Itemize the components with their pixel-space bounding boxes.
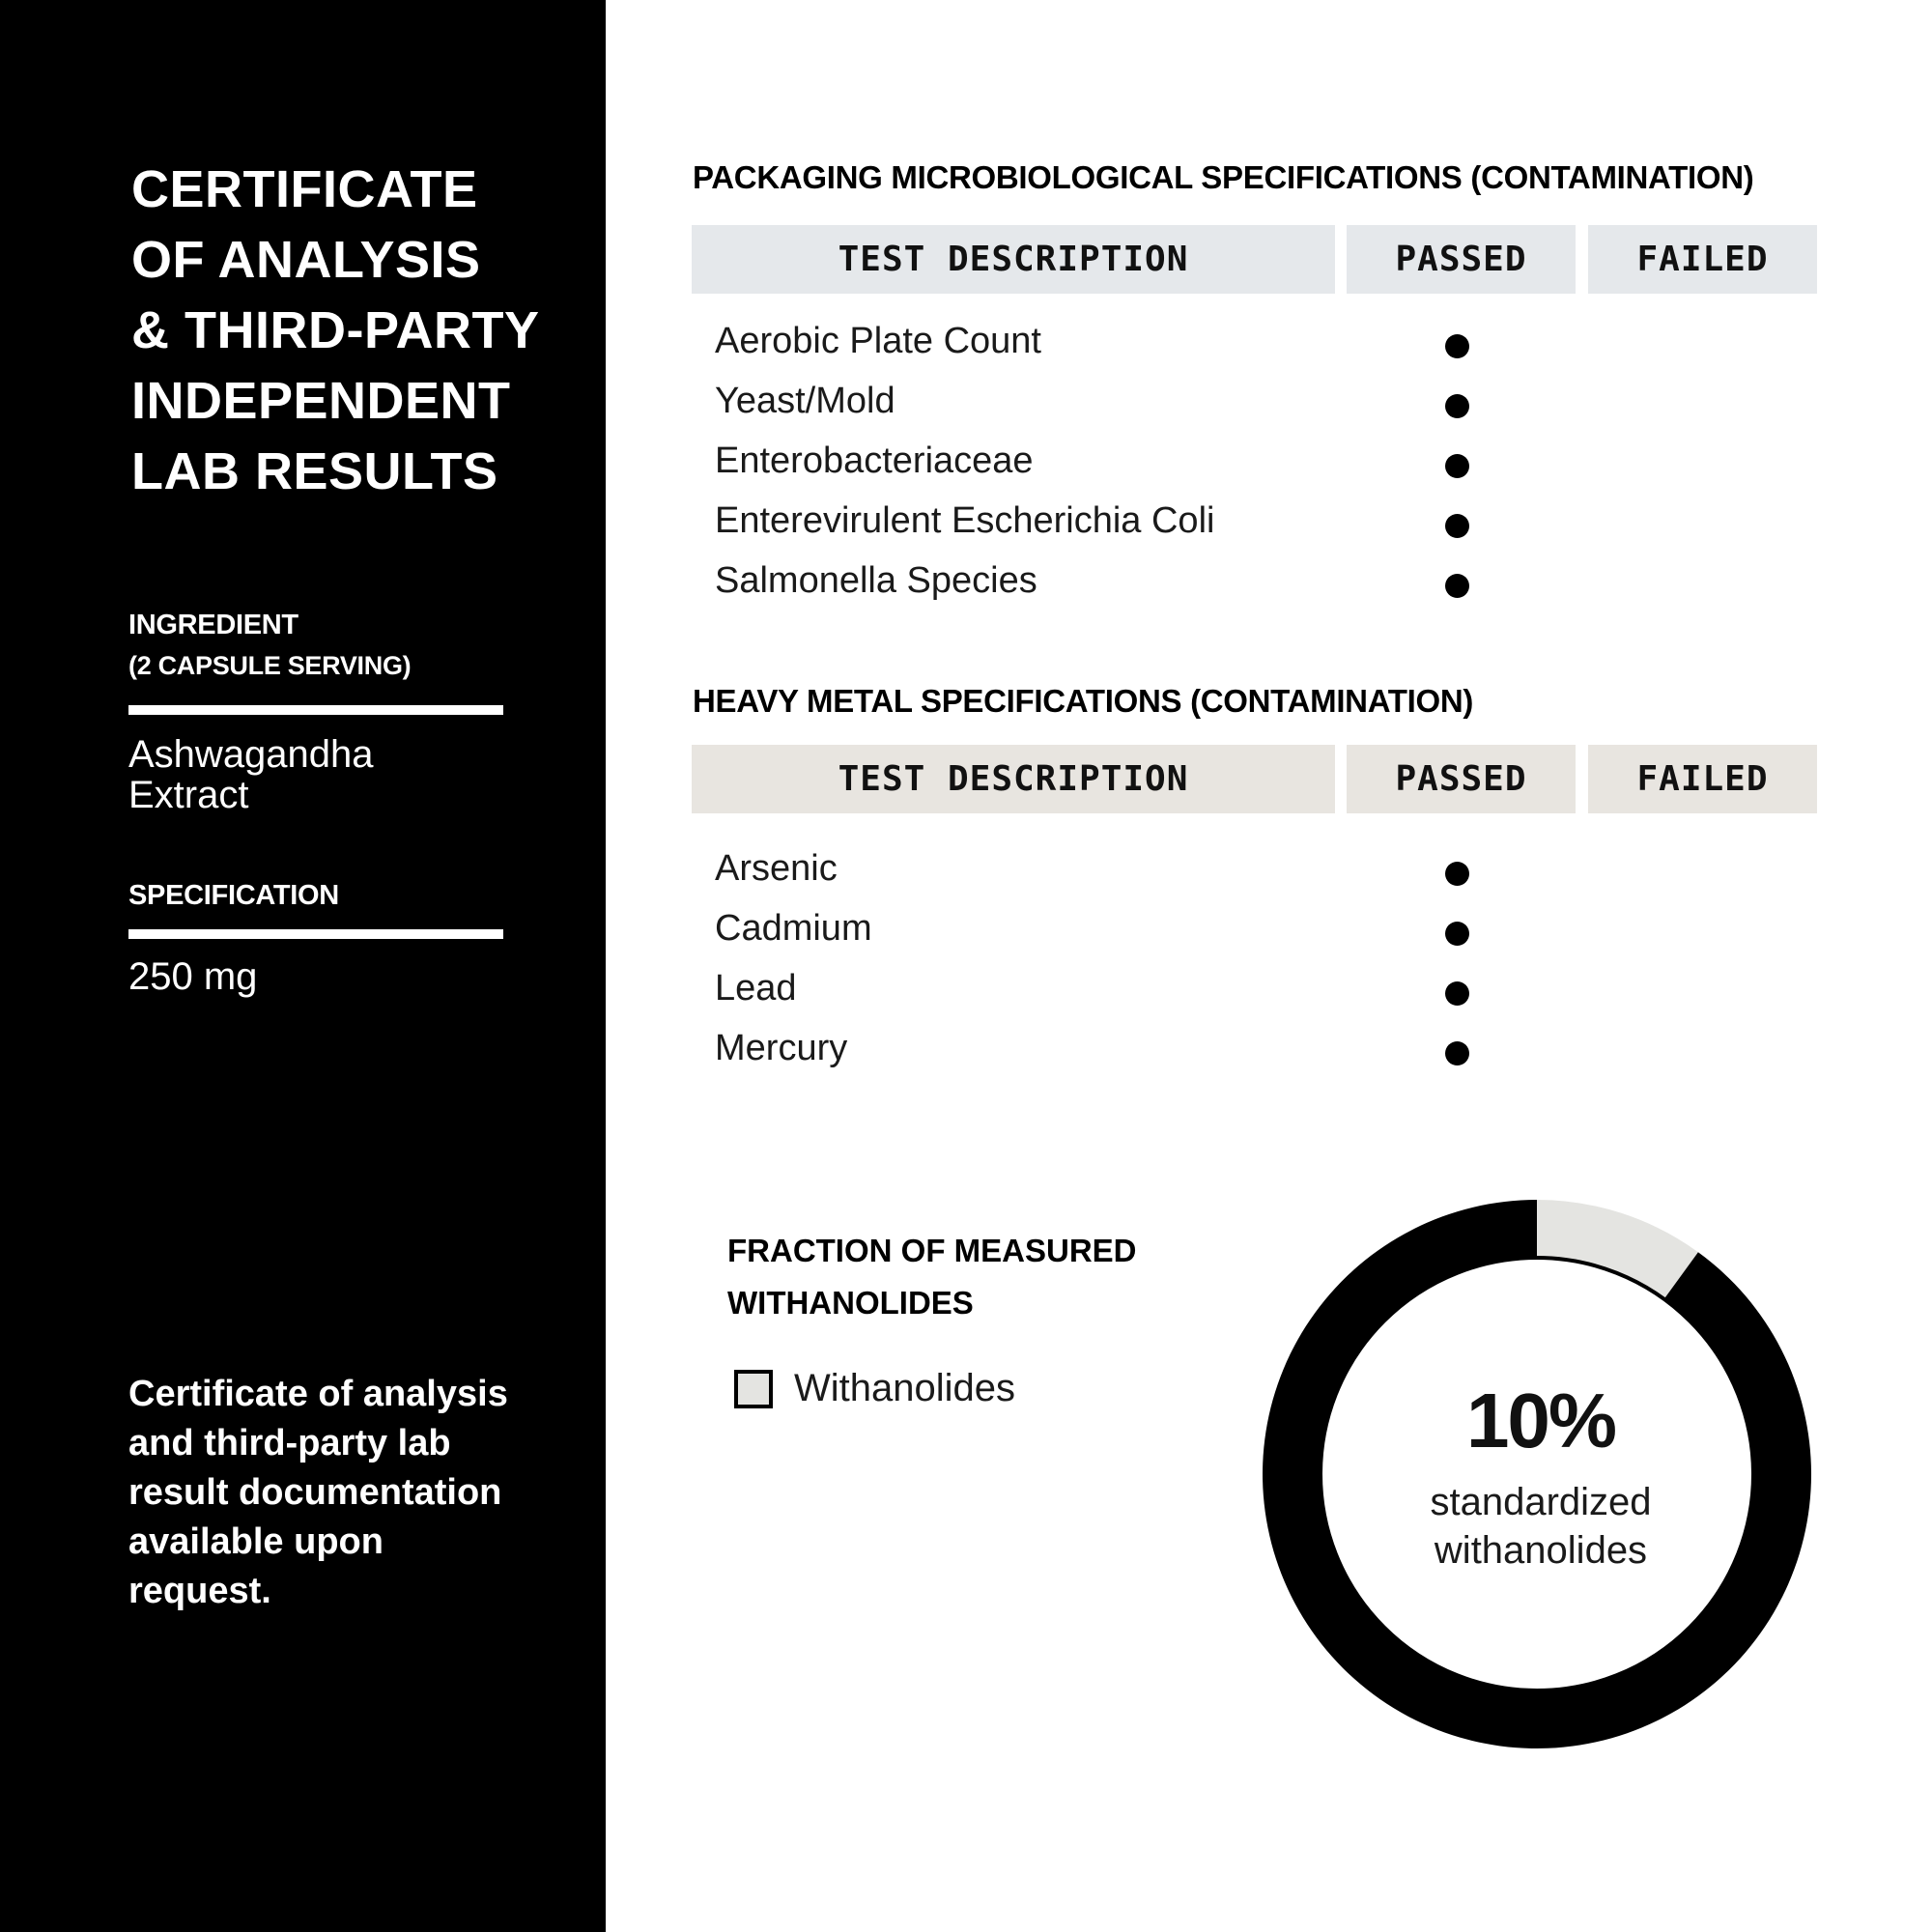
title-line: CERTIFICATE xyxy=(131,160,478,218)
test-description: Salmonella Species xyxy=(715,560,1037,601)
table-row xyxy=(715,437,1874,497)
legend-label: Withanolides xyxy=(794,1367,1016,1409)
column-header-test-description: TEST DESCRIPTION xyxy=(692,225,1335,294)
column-header-passed: PASSED xyxy=(1347,745,1576,813)
ingredient-value-line: Ashwagandha xyxy=(128,733,374,776)
passed-dot-icon xyxy=(1445,394,1469,418)
table-row xyxy=(715,556,1874,616)
ingredient-label-line: (2 CAPSULE SERVING) xyxy=(128,651,412,680)
test-description: Lead xyxy=(715,968,797,1009)
withanolides-donut-chart xyxy=(1261,1198,1813,1750)
passed-dot-icon xyxy=(1445,981,1469,1006)
passed-dot-icon xyxy=(1445,922,1469,946)
test-description: Cadmium xyxy=(715,908,872,949)
donut-inner-ring xyxy=(1321,1258,1753,1690)
donut-slice-remainder xyxy=(1263,1200,1811,1748)
ingredient-label-line: INGREDIENT xyxy=(128,610,298,640)
heavy-metal-section-title: HEAVY METAL SPECIFICATIONS (CONTAMINATION) xyxy=(693,683,1474,719)
test-description: Enterobacteriaceae xyxy=(715,440,1034,481)
table-row xyxy=(715,497,1874,556)
donut-slice-withanolides xyxy=(1537,1200,1698,1299)
donut-sub-line: withanolides xyxy=(1434,1529,1648,1572)
column-header-test-description: TEST DESCRIPTION xyxy=(692,745,1335,813)
passed-dot-icon xyxy=(1445,1041,1469,1065)
chart-title-line: FRACTION OF MEASURED xyxy=(727,1233,1137,1268)
title-line: INDEPENDENT xyxy=(131,372,511,430)
passed-dot-icon xyxy=(1445,574,1469,598)
specification-value: 250 mg xyxy=(128,955,258,998)
title-line: & THIRD-PARTY xyxy=(131,301,540,359)
page-title xyxy=(131,155,585,507)
test-description: Yeast/Mold xyxy=(715,381,895,421)
legend-swatch-icon xyxy=(734,1370,773,1408)
table-row xyxy=(715,317,1874,377)
heavy-metal-table-body xyxy=(715,844,1874,1084)
donut-sub-line: standardized xyxy=(1430,1481,1652,1523)
note-line: available upon xyxy=(128,1521,384,1562)
table-row xyxy=(715,1024,1874,1084)
donut-percent-label: 10% xyxy=(1465,1378,1616,1463)
divider xyxy=(128,705,503,715)
test-description: Arsenic xyxy=(715,848,838,889)
note-line: result documentation xyxy=(128,1472,502,1513)
column-header-failed: FAILED xyxy=(1588,745,1817,813)
table-row xyxy=(715,377,1874,437)
table-row xyxy=(715,964,1874,1024)
chart-legend xyxy=(734,1367,1015,1410)
divider xyxy=(128,929,503,939)
note-line: and third-party lab xyxy=(128,1423,451,1463)
withanolides-chart-title xyxy=(727,1225,1137,1329)
ingredient-value-line: Extract xyxy=(128,774,249,816)
chart-title-line: WITHANOLIDES xyxy=(727,1285,974,1321)
specification-label: SPECIFICATION xyxy=(128,880,339,911)
passed-dot-icon xyxy=(1445,334,1469,358)
title-line: LAB RESULTS xyxy=(131,442,498,500)
passed-dot-icon xyxy=(1445,454,1469,478)
microbiological-section-title: PACKAGING MICROBIOLOGICAL SPECIFICATIONS (CONTAMINATION) xyxy=(693,159,1754,195)
column-header-failed: FAILED xyxy=(1588,225,1817,294)
passed-dot-icon xyxy=(1445,514,1469,538)
donut-sub-label xyxy=(1348,1478,1734,1575)
documentation-note xyxy=(128,1370,582,1616)
sidebar xyxy=(0,0,606,1932)
test-description: Enterevirulent Escherichia Coli xyxy=(715,500,1215,541)
test-description: Aerobic Plate Count xyxy=(715,321,1041,361)
passed-dot-icon xyxy=(1445,862,1469,886)
note-line: request. xyxy=(128,1571,271,1611)
ingredient-label xyxy=(128,605,411,686)
ingredient-value xyxy=(128,734,374,815)
table-row xyxy=(715,904,1874,964)
column-header-passed: PASSED xyxy=(1347,225,1576,294)
table-row xyxy=(715,844,1874,904)
note-line: Certificate of analysis xyxy=(128,1374,508,1414)
test-description: Mercury xyxy=(715,1028,848,1068)
microbiological-table-body xyxy=(715,317,1874,616)
title-line: OF ANALYSIS xyxy=(131,231,481,289)
